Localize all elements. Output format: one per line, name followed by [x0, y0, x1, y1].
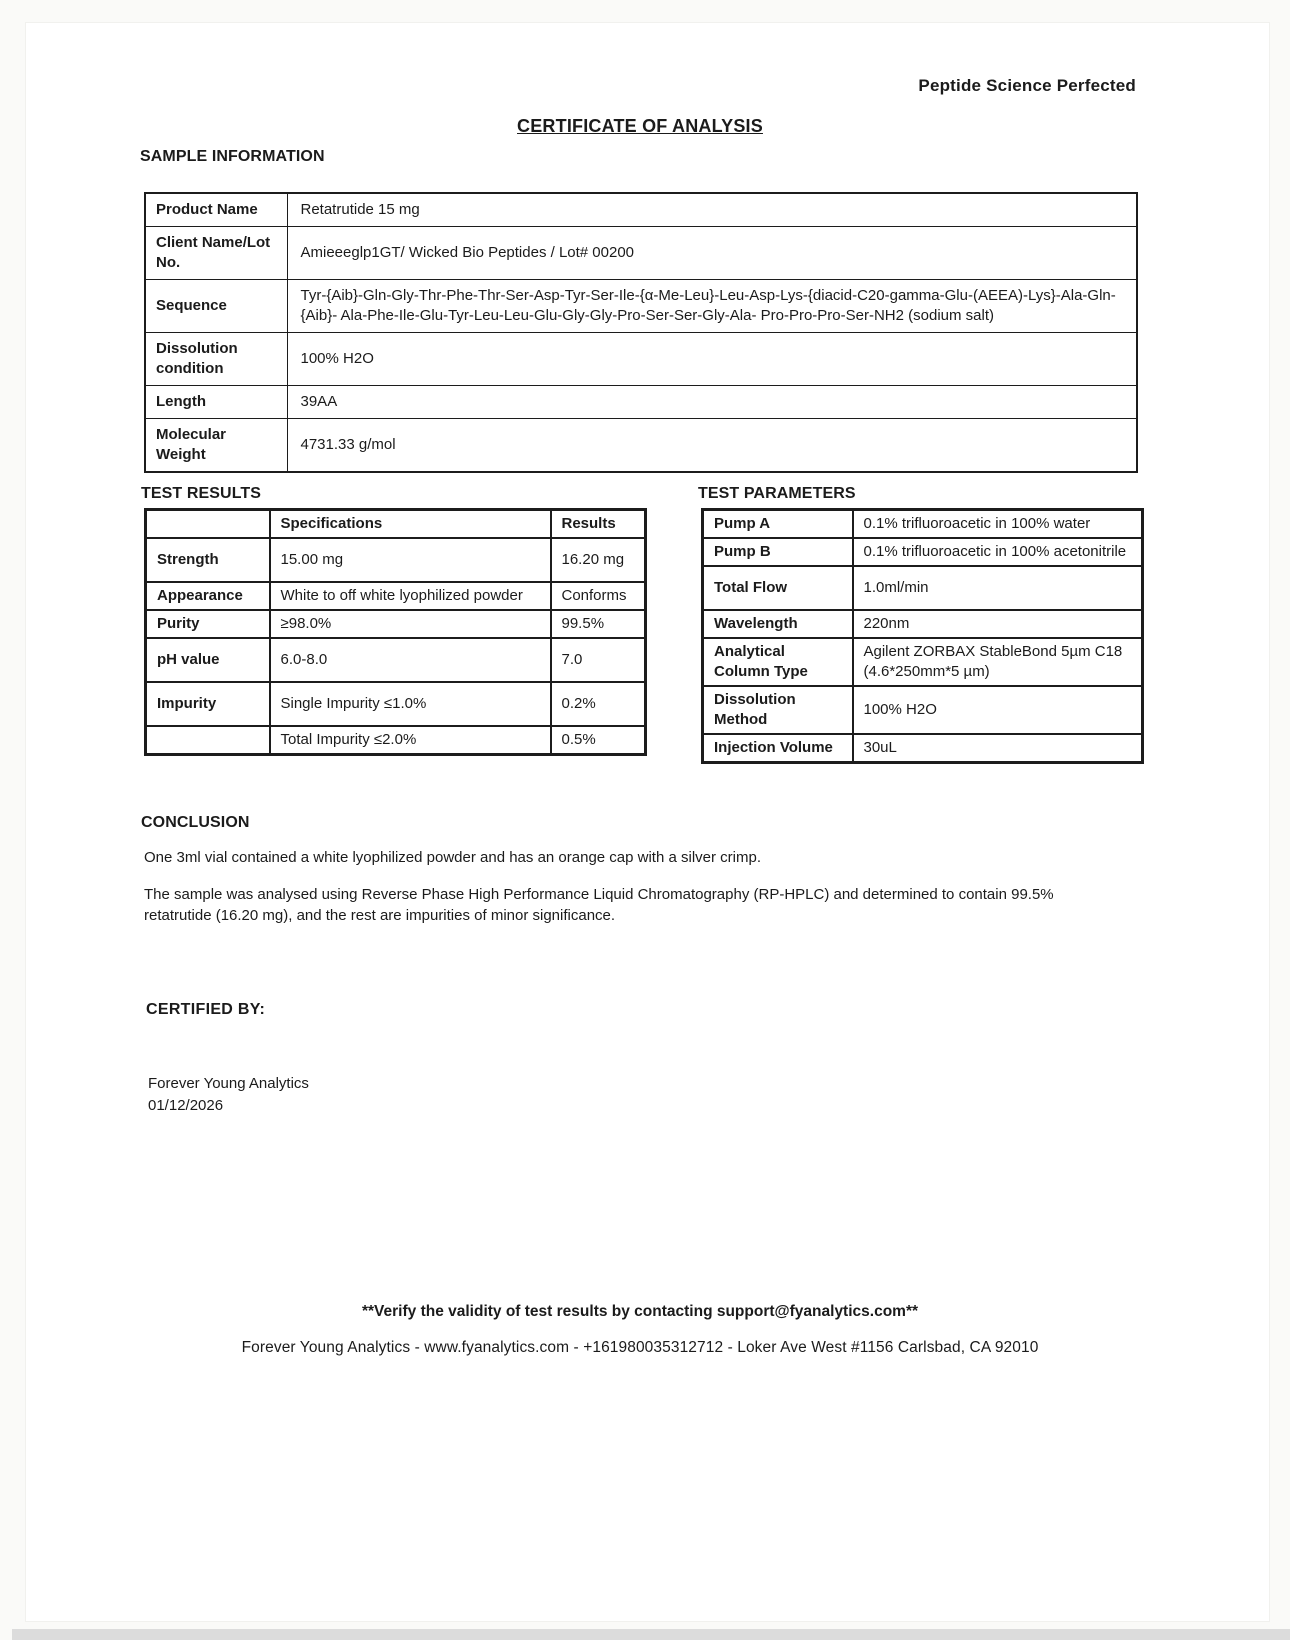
test-result-value: 99.5%: [551, 610, 646, 638]
column-header: [146, 510, 270, 539]
sample-information-table: [144, 192, 1138, 473]
test-result-value: 16.20 mg: [551, 538, 646, 582]
parameter-value: Agilent ZORBAX StableBond 5µm C18 (4.6*250mm*5 µm): [853, 638, 1143, 686]
certified-by-heading: CERTIFIED BY:: [146, 1001, 266, 1018]
table-row: [145, 280, 1137, 333]
document-page: [25, 22, 1270, 1622]
test-parameter-name: Impurity: [146, 682, 270, 726]
table-row: [703, 638, 1143, 686]
test-results-heading: TEST RESULTS: [141, 485, 262, 502]
test-specification: Total Impurity ≤2.0%: [270, 726, 551, 755]
test-parameters-heading: TEST PARAMETERS: [698, 485, 856, 502]
table-row: [146, 538, 646, 582]
test-parameter-name: pH value: [146, 638, 270, 682]
column-header: Specifications: [270, 510, 551, 539]
test-result-value: 0.5%: [551, 726, 646, 755]
test-parameter-name: Purity: [146, 610, 270, 638]
sample-information-heading: SAMPLE INFORMATION: [140, 148, 325, 165]
test-parameter-name: Strength: [146, 538, 270, 582]
field-value: 39AA: [287, 386, 1137, 419]
conclusion-paragraph: One 3ml vial contained a white lyophilized powder and has an orange cap with a silver crimp.: [144, 849, 761, 866]
table-row: [703, 566, 1143, 610]
field-value: Amieeeglp1GT/ Wicked Bio Peptides / Lot# 00200: [287, 227, 1137, 280]
table-row: [703, 686, 1143, 734]
parameter-value: 100% H2O: [853, 686, 1143, 734]
document-title: CERTIFICATE OF ANALYSIS: [517, 116, 763, 136]
test-specification: White to off white lyophilized powder: [270, 582, 551, 610]
table-row: [703, 610, 1143, 638]
parameter-label: Dissolution Method: [703, 686, 853, 734]
conclusion-heading: CONCLUSION: [141, 814, 250, 831]
table-row: [145, 419, 1137, 473]
verify-note: **Verify the validity of test results by contacting support@fyanalytics.com**: [361, 1303, 919, 1320]
test-results-table: [144, 508, 647, 756]
test-parameter-name: Appearance: [146, 582, 270, 610]
test-parameters-table: [701, 508, 1144, 764]
table-header-row: [146, 510, 646, 539]
signer-block: [148, 1073, 1136, 1117]
parameter-value: 0.1% trifluoroacetic in 100% water: [853, 510, 1143, 539]
parameter-value: 0.1% trifluoroacetic in 100% acetonitrile: [853, 538, 1143, 566]
test-specification: Single Impurity ≤1.0%: [270, 682, 551, 726]
table-row: [146, 726, 646, 755]
parameter-label: Wavelength: [703, 610, 853, 638]
test-result-value: 7.0: [551, 638, 646, 682]
certification-date: 01/12/2026: [148, 1097, 224, 1114]
field-value: 100% H2O: [287, 333, 1137, 386]
field-label: Dissolution condition: [145, 333, 287, 386]
parameter-label: Analytical Column Type: [703, 638, 853, 686]
parameter-label: Pump B: [703, 538, 853, 566]
test-specification: 6.0-8.0: [270, 638, 551, 682]
parameter-value: 1.0ml/min: [853, 566, 1143, 610]
field-value: Tyr-{Aib}-Gln-Gly-Thr-Phe-Thr-Ser-Asp-Tyr-Ser-Ile-{α-Me-Leu}-Leu-Asp-Lys-{diacid-C20-gamma-Glu-(AEEA)-Lys}-Ala-Gln-{Aib}- Ala-Phe-Ile-Glu-Tyr-Leu-Leu-Glu-Gly-Gly-Pro-Ser-Ser-Gly-Ala- Pro-Pro-Pro-Ser-NH2 (sodium salt): [287, 280, 1137, 333]
table-row: [146, 638, 646, 682]
table-row: [146, 582, 646, 610]
field-label: Sequence: [145, 280, 287, 333]
conclusion-paragraph: The sample was analysed using Reverse Phase High Performance Liquid Chromatography (RP-HPLC) and determined to contain 99.5% retatrutide (16.20 mg), and the rest are impurities of minor significance.: [144, 886, 1054, 924]
table-row: [703, 734, 1143, 763]
table-row: [703, 538, 1143, 566]
table-row: [703, 510, 1143, 539]
table-row: [145, 193, 1137, 227]
test-specification: ≥98.0%: [270, 610, 551, 638]
test-result-value: Conforms: [551, 582, 646, 610]
field-label: Molecular Weight: [145, 419, 287, 473]
parameter-label: Pump A: [703, 510, 853, 539]
parameter-label: Injection Volume: [703, 734, 853, 763]
test-specification: 15.00 mg: [270, 538, 551, 582]
field-label: Client Name/Lot No.: [145, 227, 287, 280]
table-row: [145, 333, 1137, 386]
column-header: Results: [551, 510, 646, 539]
field-value: 4731.33 g/mol: [287, 419, 1137, 473]
brand-tagline: Peptide Science Perfected: [918, 76, 1136, 95]
horizontal-scrollbar[interactable]: [12, 1629, 1290, 1640]
table-row: [145, 227, 1137, 280]
parameter-value: 220nm: [853, 610, 1143, 638]
signer-name: Forever Young Analytics: [148, 1075, 309, 1092]
test-parameter-name: [146, 726, 270, 755]
table-row: [145, 386, 1137, 419]
parameter-value: 30uL: [853, 734, 1143, 763]
company-contact-line: Forever Young Analytics - www.fyanalytics.com - +161980035312712 - Loker Ave West #1156 Carlsbad, CA 92010: [241, 1339, 1039, 1356]
table-row: [146, 610, 646, 638]
field-value: Retatrutide 15 mg: [287, 193, 1137, 227]
test-result-value: 0.2%: [551, 682, 646, 726]
parameter-label: Total Flow: [703, 566, 853, 610]
field-label: Product Name: [145, 193, 287, 227]
table-row: [146, 682, 646, 726]
field-label: Length: [145, 386, 287, 419]
